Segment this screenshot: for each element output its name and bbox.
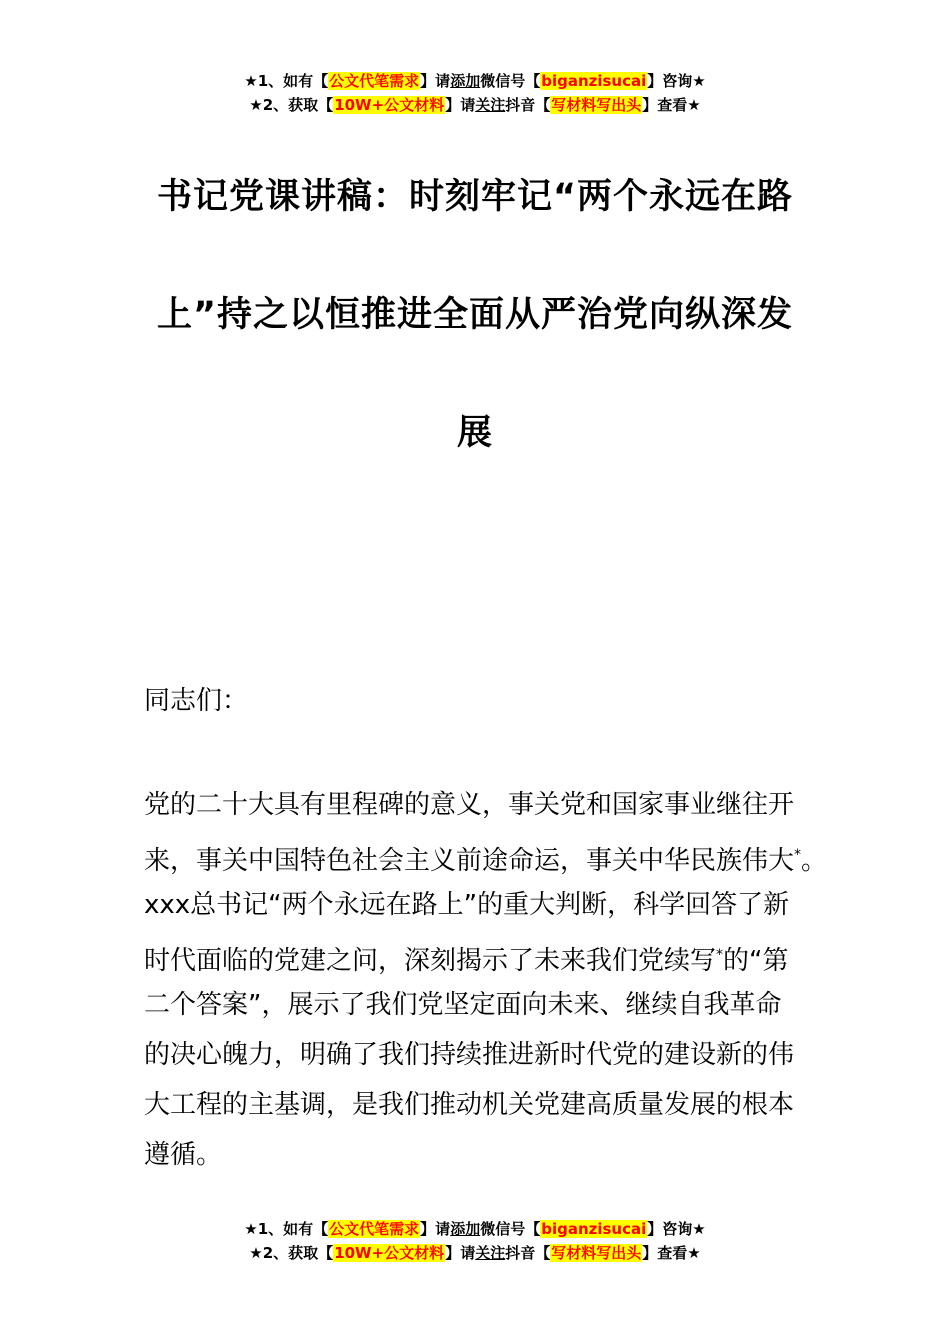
title-line: 书记党课讲稿：时刻牢记“两个永远在路	[156, 177, 793, 217]
banner-text: ★2、获取【	[249, 96, 334, 114]
banner-text: ★1、如有【	[244, 1220, 329, 1238]
banner-text: ★2、获取【	[249, 1244, 334, 1262]
banner-highlight: 10W+公文材料	[334, 1244, 445, 1262]
banner-highlight: biganzisucai	[541, 72, 647, 90]
paragraph-text: 时代面临的党建之问，深刻揭示了未来我们党续写	[144, 946, 717, 976]
paragraph-text: 。	[801, 846, 828, 876]
banner-text: 】查看★	[642, 96, 701, 114]
banner-text: 】请	[445, 96, 476, 114]
banner-text: 】咨询★	[647, 1220, 706, 1238]
body-paragraph	[144, 780, 844, 1180]
banner-highlight: 公文代笔需求	[329, 1220, 420, 1238]
redaction-mark: *	[716, 947, 724, 963]
banner-text: ★1、如有【	[244, 72, 329, 90]
banner-text: 】查看★	[642, 1244, 701, 1262]
banner-underlined-text: 添加	[450, 1220, 481, 1238]
redaction-mark: *	[794, 847, 802, 863]
banner-text: 微信号【	[480, 1220, 541, 1238]
greeting: 同志们：	[144, 686, 249, 716]
header-banner-line-1	[0, 69, 950, 93]
banner-text: 微信号【	[480, 72, 541, 90]
paragraph-line: 党的二十大具有里程碑的意义，事关党和国家事业继往开	[144, 790, 795, 820]
banner-highlight: 10W+公文材料	[334, 96, 445, 114]
paragraph-text: 来，事关中国特色社会主义前途命运，事关中华民族伟大	[144, 846, 795, 876]
paragraph-line	[144, 830, 844, 880]
paragraph-text: 的“第	[723, 946, 789, 976]
paragraph-line: 的决心魄力，明确了我们持续推进新时代党的建设新的伟	[144, 1040, 795, 1070]
paragraph-line: xxx总书记“两个永远在路上”的重大判断，科学回答了新	[144, 890, 790, 920]
banner-text: 抖音【	[505, 1244, 551, 1262]
paragraph-line: 二个答案”，展示了我们党坚定面向未来、继续自我革命	[144, 990, 782, 1020]
banner-highlight: 写材料写出头	[551, 1244, 642, 1262]
banner-text: 】请	[420, 72, 451, 90]
document-title	[140, 138, 810, 492]
header-banner	[0, 69, 950, 117]
footer-banner-line-1	[0, 1217, 950, 1241]
footer-banner-line-2	[0, 1241, 950, 1265]
banner-underlined-text: 添加	[450, 72, 481, 90]
paragraph-line: 大工程的主基调，是我们推动机关党建高质量发展的根本	[144, 1090, 795, 1120]
paragraph-line	[144, 930, 844, 980]
banner-text: 抖音【	[505, 96, 551, 114]
footer-banner	[0, 1217, 950, 1265]
title-line: 上”持之以恒推进全面从严治党向纵深发	[156, 295, 793, 335]
paragraph-line: 遵循。	[144, 1140, 223, 1170]
banner-highlight: 公文代笔需求	[329, 72, 420, 90]
banner-text: 】请	[445, 1244, 476, 1262]
banner-text: 】咨询★	[647, 72, 706, 90]
header-banner-line-2	[0, 93, 950, 117]
banner-underlined-text: 关注	[475, 96, 506, 114]
banner-text: 】请	[420, 1220, 451, 1238]
banner-highlight: biganzisucai	[541, 1220, 647, 1238]
title-line: 展	[456, 413, 493, 453]
banner-highlight: 写材料写出头	[551, 96, 642, 114]
banner-underlined-text: 关注	[475, 1244, 506, 1262]
